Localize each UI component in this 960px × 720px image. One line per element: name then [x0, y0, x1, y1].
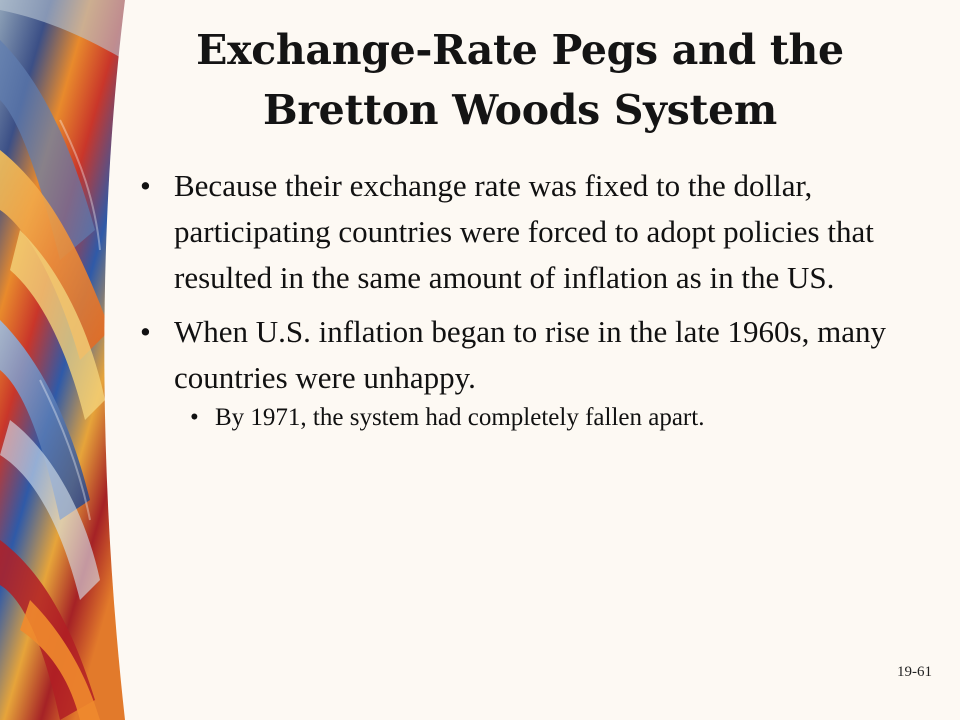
bullet-marker: •: [140, 314, 151, 349]
bullet-item: [140, 309, 900, 435]
bullet-item: [140, 163, 900, 301]
slide-content: [140, 163, 900, 443]
bullet-marker: •: [140, 168, 151, 203]
page-number: 19-61: [897, 664, 932, 680]
sub-bullet-text: By 1971, the system had completely fallen apart.: [215, 404, 705, 431]
sub-bullet-list: [174, 401, 900, 435]
slide-title: Exchange-Rate Pegs and the Bretton Woods System: [196, 26, 844, 134]
bullet-text: Because their exchange rate was fixed to the dollar, participating countries were forced to adopt policies that resulted in the same amount of inflation as in the US.: [174, 168, 874, 295]
sub-bullet-marker: •: [190, 404, 199, 431]
bullet-list: [140, 163, 900, 435]
bullet-text: When U.S. inflation began to rise in the late 1960s, many countries were unhappy.: [174, 314, 886, 395]
sub-bullet-item: [174, 401, 900, 435]
